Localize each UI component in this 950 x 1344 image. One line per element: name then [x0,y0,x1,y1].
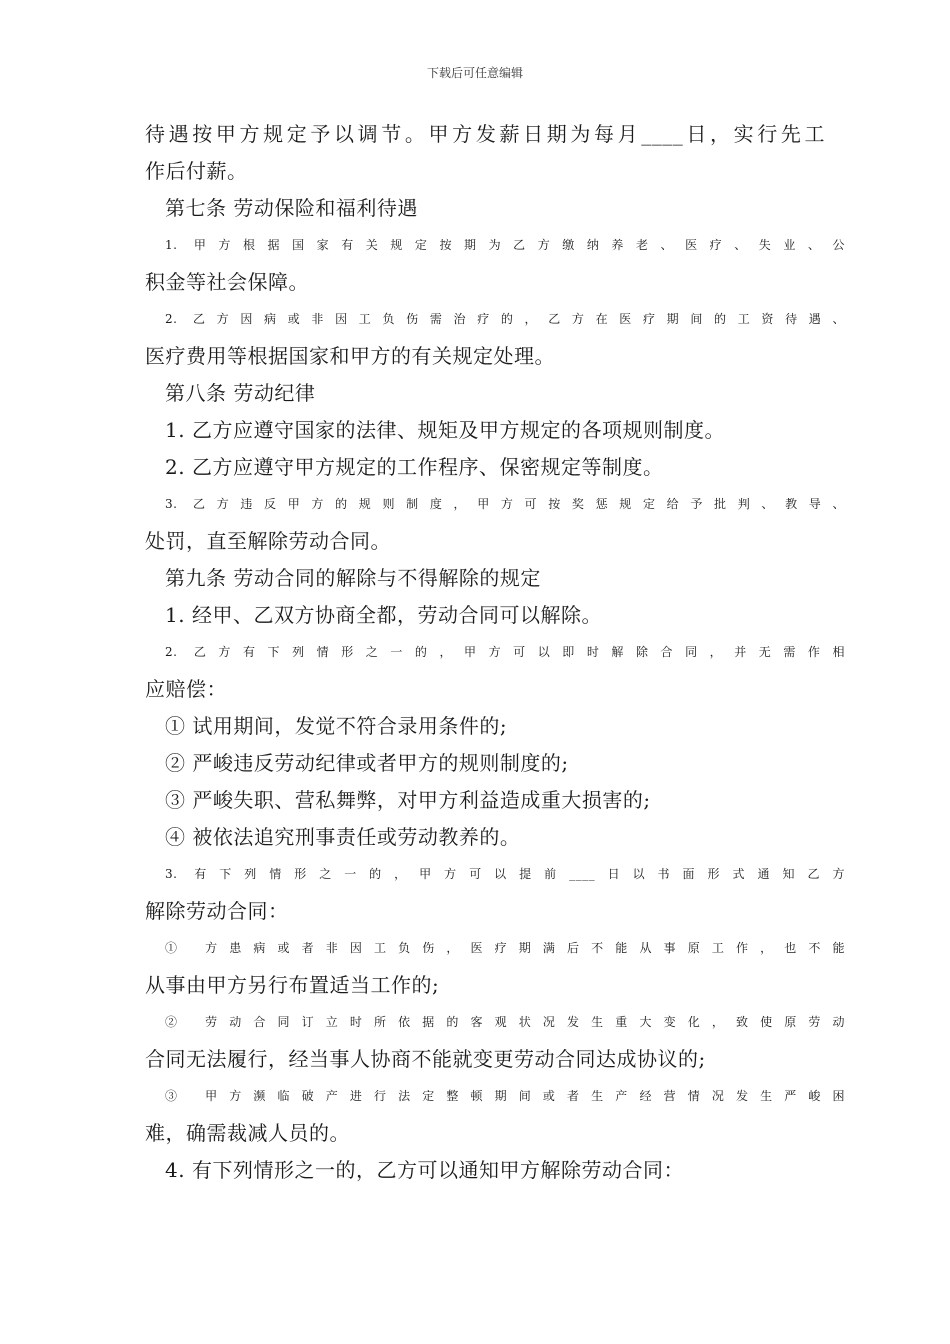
text-line: 难，确需裁减人员的。 [145,1121,350,1145]
section-heading: 第七条 劳动保险和福利待遇 [165,196,418,220]
text-line: 3. 有下列情形之一的，甲方可以提前____日以书面形式通知乙方 [165,867,845,881]
section-heading: 第九条 劳动合同的解除与不得解除的规定 [165,566,541,590]
text-line: 4. 有下列情形之一的，乙方可以通知甲方解除劳动合同： [165,1158,684,1182]
text-line: 从事由甲方另行布置适当工作的; [145,973,440,997]
list-item: ② 严峻违反劳动纪律或者甲方的规则制度的; [165,751,569,775]
text-line: 2. 乙方因病或非因工负伤需治疗的，乙方在医疗期间的工资待遇、 [165,312,845,326]
section-heading: 第八条 劳动纪律 [165,381,316,405]
list-item: ④ 被依法追究刑事责任或劳动教养的。 [165,825,521,849]
page-header: 下载后可任意编辑 [426,66,523,80]
text-line: 积金等社会保障。 [145,270,309,294]
text-line: 待遇按甲方规定予以调节。甲方发薪日期为每月____日，实行先工 [145,122,825,146]
list-item: ① 方患病或者非因工负伤，医疗期满后不能从事原工作，也不能 [165,941,845,955]
document-body [145,116,845,1189]
text-line: 1. 经甲、乙双方协商全都，劳动合同可以解除。 [165,603,602,627]
text-line: 处罚，直至解除劳动合同。 [145,529,391,553]
text-line: 医疗费用等根据国家和甲方的有关规定处理。 [145,344,555,368]
text-line: 1. 甲方根据国家有关规定按期为乙方缴纳养老、医疗、失业、公 [165,238,845,252]
list-item: ③ 甲方濒临破产进行法定整顿期间或者生产经营情况发生严峻困 [165,1089,845,1103]
list-item: ① 试用期间，发觉不符合录用条件的; [165,714,508,738]
text-line: 作后付薪。 [145,159,248,183]
text-line: 1. 乙方应遵守国家的法律、规矩及甲方规定的各项规则制度。 [165,418,725,442]
text-line: 3. 乙方违反甲方的规则制度，甲方可按奖惩规定给予批判、教导、 [165,497,845,511]
text-line: 解除劳动合同： [145,899,289,923]
text-line: 2. 乙方有下列情形之一的，甲方可以即时解除合同，并无需作相 [165,645,845,659]
text-line: 合同无法履行，经当事人协商不能就变更劳动合同达成协议的; [145,1047,706,1071]
text-line: 应赔偿： [145,677,227,701]
list-item: ③ 严峻失职、营私舞弊，对甲方利益造成重大损害的; [165,788,651,812]
list-item: ② 劳动合同订立时所依据的客观状况发生重大变化，致使原劳动 [165,1015,845,1029]
text-line: 2. 乙方应遵守甲方规定的工作程序、保密规定等制度。 [165,455,664,479]
